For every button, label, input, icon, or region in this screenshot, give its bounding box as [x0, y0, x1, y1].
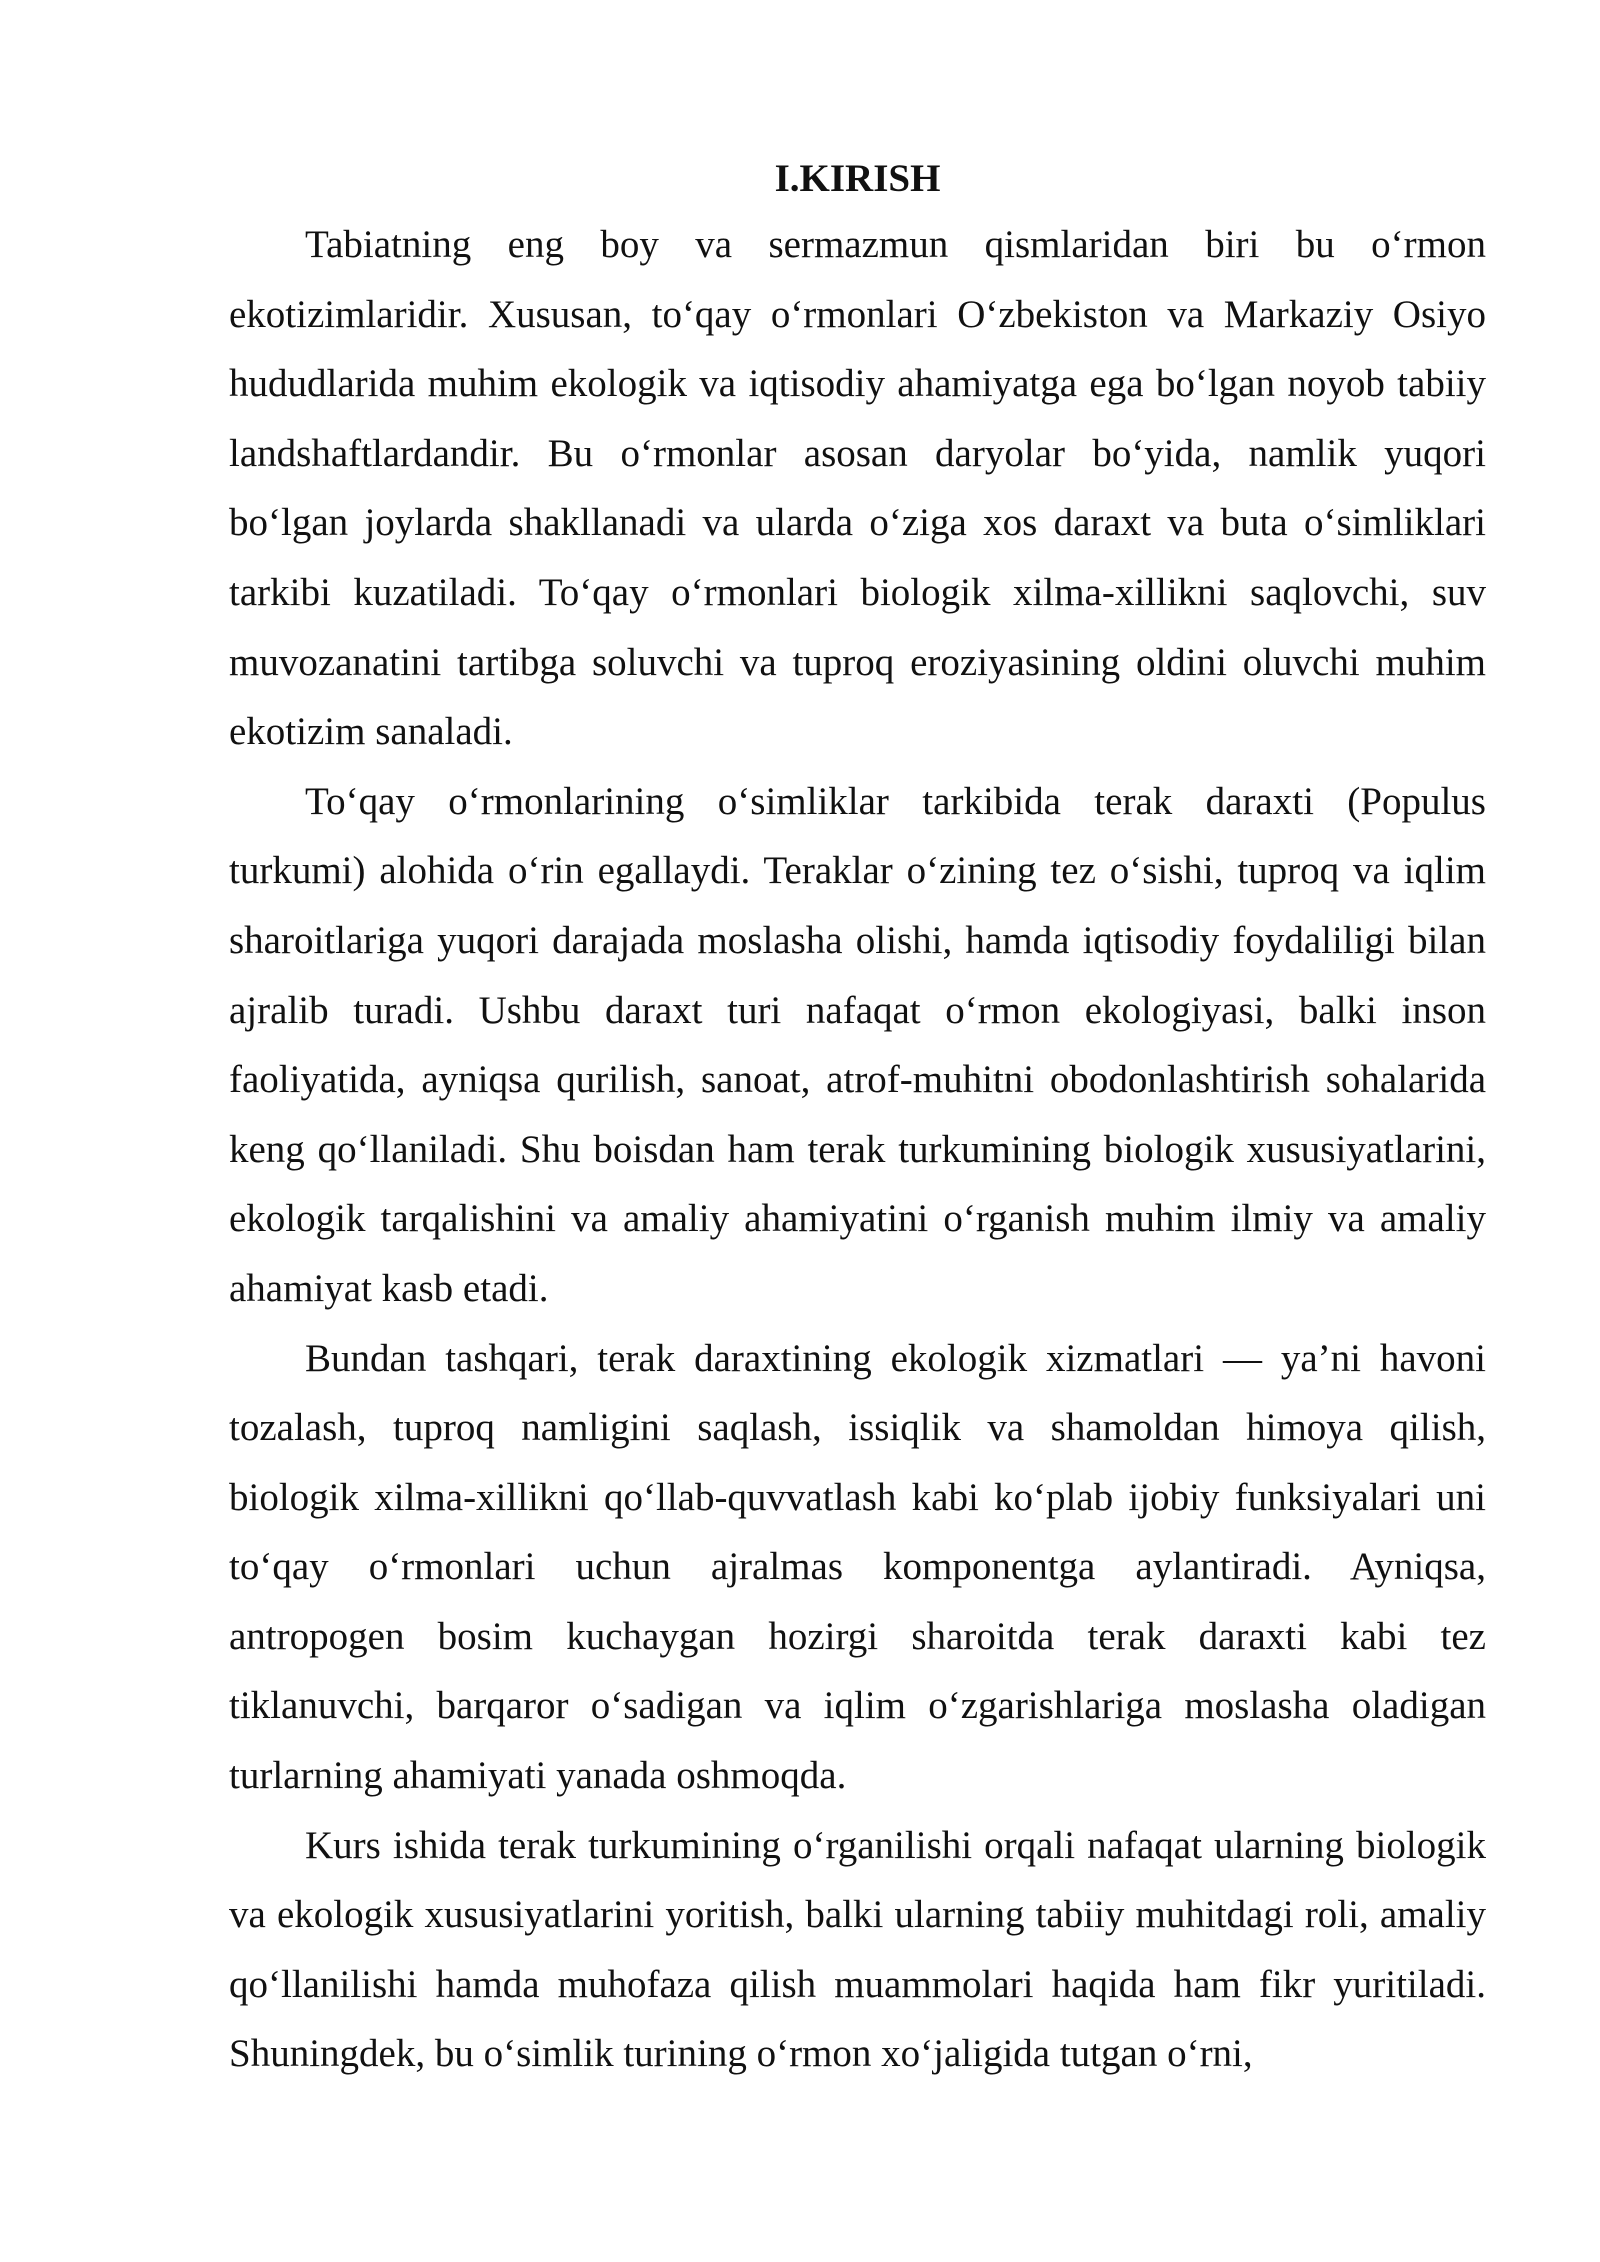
section-heading: I.KIRISH: [774, 157, 941, 200]
paragraph-2: To‘qay o‘rmonlarining o‘simliklar tarkibida terak daraxti (Populus turkumi) alohida o‘rin egallaydi. Teraklar o‘zining tez o‘sishi, tuproq va iqlim sharoitlariga yuqori darajada moslasha olishi, hamda iqtisodiy foydaliligi bilan ajralib turadi. Ushbu daraxt turi nafaqat o‘rmon ekologiyasi, balki inson faoliyatida, ayniqsa qurilish, sanoat, atrof-muhitni obodonlashtirish sohalarida keng qo‘llaniladi. Shu boisdan ham terak turkumining biologik xususiyatlarini, ekologik tarqalishini va amaliy ahamiyatini o‘rganish muhim ilmiy va amaliy ahamiyat kasb etadi.: [229, 779, 1486, 1310]
paragraph-3: Bundan tashqari, terak daraxtining ekologik xizmatlari — ya’ni havoni tozalash, tuproq namligini saqlash, issiqlik va shamoldan himoya qilish, biologik xilma-xillikni qo‘llab-quvvatlash kabi ko‘plab ijobiy funksiyalari uni to‘qay o‘rmonlari uchun ajralmas komponentga aylantiradi. Ayniqsa, antropogen bosim kuchaygan hozirgi sharoitda terak daraxti kabi tez tiklanuvchi, barqaror o‘sadigan va iqlim o‘zgarishlariga moslasha oladigan turlarning ahamiyati yanada oshmoqda.: [229, 1336, 1486, 1798]
paragraph-1: Tabiatning eng boy va sermazmun qismlaridan biri bu o‘rmon ekotizimlaridir. Xususan, to‘qay o‘rmonlari O‘zbekiston va Markaziy Osiyo hududlarida muhim ekologik va iqtisodiy ahamiyatga ega bo‘lgan noyob tabiiy landshaftlardandir. Bu o‘rmonlar asosan daryolar bo‘yida, namlik yuqori bo‘lgan joylarda shakllanadi va ularda o‘ziga xos daraxt va buta o‘simliklari tarkibi kuzatiladi. To‘qay o‘rmonlari biologik xilma-xillikni saqlovchi, suv muvozanatini tartibga soluvchi va tuproq eroziyasining oldini oluvchi muhim ekotizim sanaladi.: [229, 223, 1486, 754]
document-body: [229, 148, 1486, 2089]
paragraph-4: Kurs ishida terak turkumining o‘rganilishi orqali nafaqat ularning biologik va ekologik xususiyatlarini yoritish, balki ularning tabiiy muhitdagi roli, amaliy qo‘llanilishi hamda muhofaza qilish muammolari haqida ham fikr yuritiladi. Shuningdek, bu o‘simlik turining o‘rmon xo‘jaligida tutgan o‘rni,: [229, 1823, 1486, 2076]
